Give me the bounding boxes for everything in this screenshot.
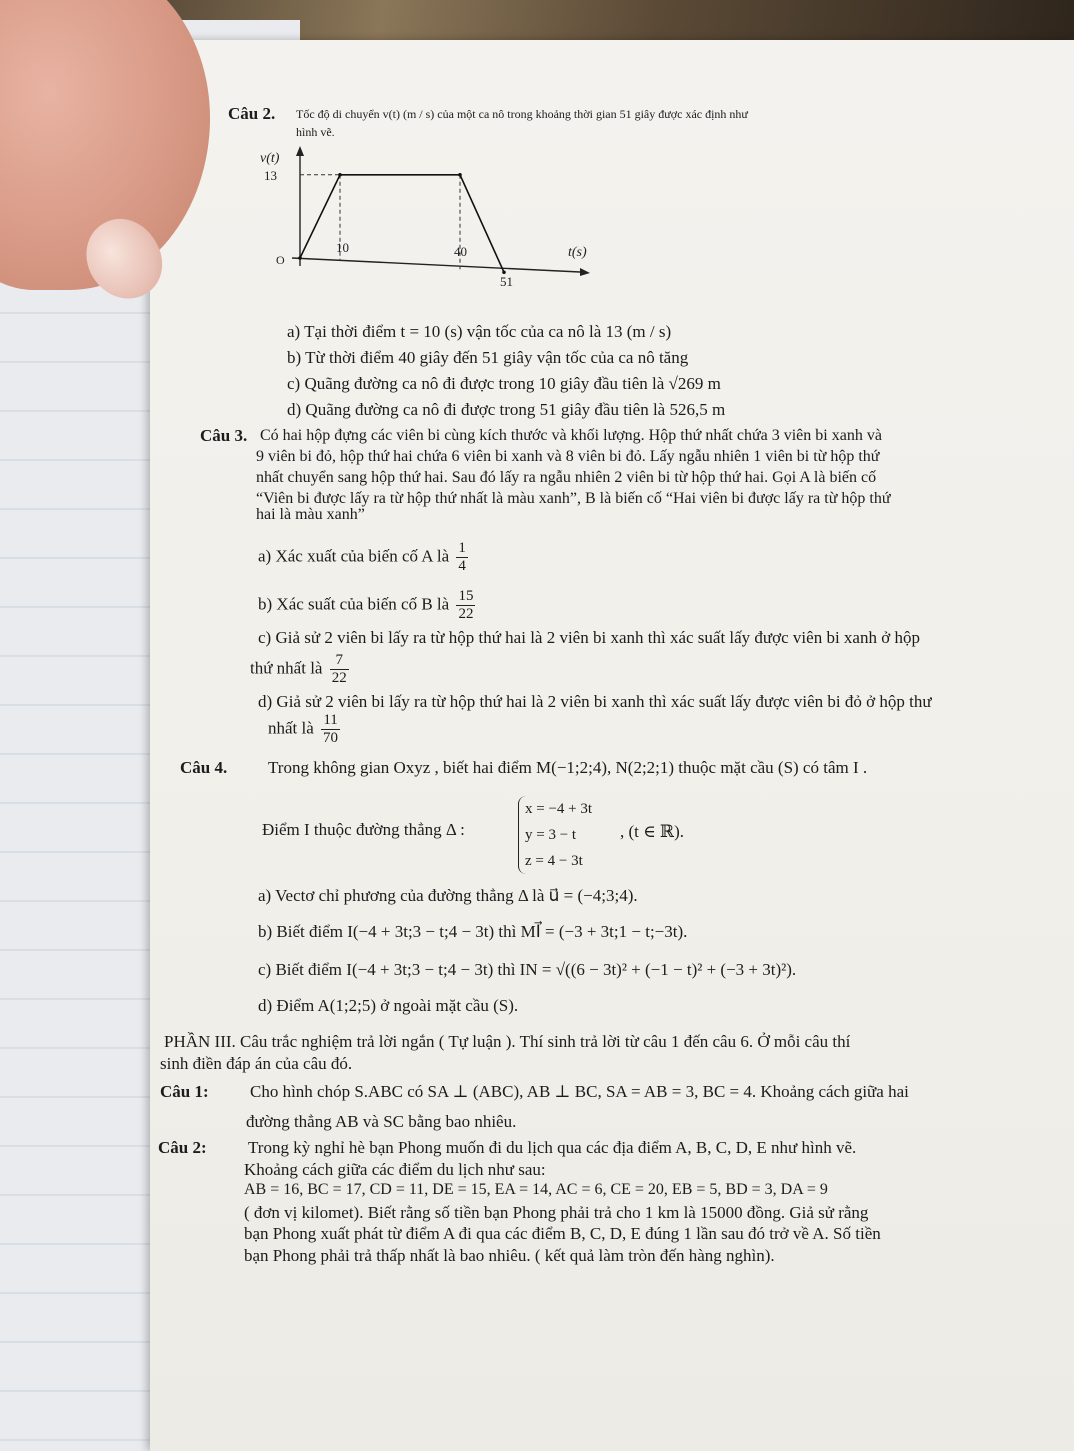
q4-label: Câu 4. [180, 758, 228, 777]
line-system-tail: , (t ∈ ℝ). [620, 822, 685, 841]
q3-label: Câu 3. [200, 426, 248, 445]
q3-statement-a: a) Xác xuất của biến cố A là $\frac{1}{4}$ [258, 540, 466, 574]
point-40 [458, 173, 462, 177]
q2-intro: Tốc độ di chuyển v(t) (m / s) của một ca nô trong khoảng thời gian 51 giây được xác định như [296, 107, 748, 121]
p3-q2-line4: ( đơn vị kilomet). Biết rằng số tiền bạn Phong phải trả cho 1 km là 15000 đồng. Giả sử rằng [244, 1203, 869, 1222]
part3-heading2: sinh điền đáp án của câu đó. [160, 1054, 353, 1073]
q2-statement-b: b) Từ thời điểm 40 giây đến 51 giây vận tốc của ca nô tăng [287, 348, 689, 367]
point-0 [298, 256, 302, 260]
q2-statement-a: a) Tại thời điểm t = 10 (s) vận tốc của ca nô là 13 (m / s) [287, 322, 672, 341]
fraction-c: $\frac{7}{22}$ [331, 652, 347, 686]
p3-q2-line1: Trong kỳ nghỉ hè bạn Phong muốn đi du lịch qua các địa điểm A, B, C, D, E như hình vẽ. [248, 1138, 857, 1157]
chart-marks [298, 173, 506, 274]
q4-line1: Trong không gian Oxyz , biết hai điểm M(−1;2;4), N(2;2;1) thuộc mặt cầu (S) có tâm I . [268, 758, 868, 777]
p3-q1-label: Câu 1: [160, 1082, 209, 1101]
x-axis [292, 258, 580, 272]
velocity-chart [250, 140, 630, 315]
p3-q2-line6: bạn Phong phải trả thấp nhất là bao nhiêu. ( kết quả làm tròn đến hàng nghìn). [244, 1246, 775, 1265]
p3-q1-line1: Cho hình chóp S.ABC có SA ⊥ (ABC), AB ⊥ BC, SA = AB = 3, BC = 4. Khoảng cách giữa hai [250, 1082, 909, 1101]
q4-statement-d: d) Điểm A(1;2;5) ở ngoài mặt cầu (S). [258, 996, 519, 1015]
p3-q2-line2: Khoảng cách giữa các điểm du lịch như sau: [244, 1160, 546, 1179]
q4-statement-c: c) Biết điểm I(−4 + 3t;3 − t;4 − 3t) thì IN = √((6 − 3t)² + (−1 − t)² + (−3 + 3t)²). [258, 960, 797, 979]
point-10 [338, 173, 342, 177]
q3-statement-d2: nhất là $\frac{11}{70}$ [268, 712, 339, 746]
q3-line1: Có hai hộp đựng các viên bi cùng kích thước và khối lượng. Hộp thứ nhất chứa 3 viên bi xanh và [260, 427, 882, 444]
p3-q2-line5: bạn Phong xuất phát từ điểm A đi qua các điểm B, C, D, E đúng 1 lần sau đó trở về A. Số tiền [244, 1224, 881, 1243]
origin-label: O [276, 253, 285, 267]
q2-label: Câu 2. [228, 104, 276, 123]
y-axis-arrow [296, 146, 304, 156]
q4-statement-b: b) Biết điểm I(−4 + 3t;3 − t;4 − 3t) thì MI⃗ = (−3 + 3t;1 − t;−3t). [258, 922, 688, 941]
q3-line4: “Viên bi được lấy ra từ hộp thứ nhất là màu xanh”, B là biến cố “Hai viên bi được lấy ra từ hộp thứ [256, 490, 891, 507]
p3-q1-line2: đường thẳng AB và SC bằng bao nhiêu. [246, 1112, 517, 1131]
q3-line5: hai là màu xanh” [256, 506, 365, 523]
x-tick-51: 51 [500, 274, 513, 289]
chart-axes [292, 146, 590, 276]
q2-intro-tail: hình vẽ. [296, 125, 335, 139]
x-label: t(s) [568, 245, 587, 260]
q2-statement-d: d) Quãng đường ca nô đi được trong 51 giây đầu tiên là 526,5 m [287, 400, 726, 419]
x-tick-40: 40 [454, 244, 467, 259]
q3-statement-b: b) Xác suất của biến cố B là $\frac{15}{22}$ [258, 588, 474, 622]
q4-statement-a: a) Vectơ chỉ phương của đường thẳng Δ là u⃗ = (−4;3;4). [258, 886, 638, 905]
q2-statement-c: c) Quãng đường ca nô đi được trong 10 giây đầu tiên là √269 m [287, 374, 721, 393]
q3-line3: nhất chuyển sang hộp thứ hai. Sau đó lấy ra ngẫu nhiên 2 viên bi từ hộp thứ hai. Gọi A là biến cố [256, 469, 877, 486]
q3-statement-d: d) Giả sử 2 viên bi lấy ra từ hộp thứ hai là 2 viên bi xanh thì xác suất lấy được viên bi đỏ ở hộp thư [258, 692, 932, 711]
x-tick-10: 10 [336, 240, 349, 255]
y-label: v(t) [260, 151, 280, 166]
chart-labels [260, 151, 587, 289]
q4-line2: Điểm I thuộc đường thẳng Δ : [262, 820, 465, 839]
q3-line2: 9 viên bi đỏ, hộp thứ hai chứa 6 viên bi xanh và 8 viên bi đỏ. Lấy ngẫu nhiên 1 viên bi từ hộp thứ [256, 448, 880, 465]
fraction-a: $\frac{1}{4}$ [458, 540, 466, 574]
fraction-d: $\frac{11}{70}$ [323, 712, 339, 746]
q3-statement-c: c) Giả sử 2 viên bi lấy ra từ hộp thứ hai là 2 viên bi xanh thì xác suất lấy được viên bi xanh ở hộp [258, 628, 920, 647]
fraction-b: $\frac{15}{22}$ [458, 588, 474, 622]
p3-q2-label: Câu 2: [158, 1138, 207, 1157]
q3-statement-c2: thứ nhất là $\frac{7}{22}$ [250, 652, 347, 686]
p3-q2-line3: AB = 16, BC = 17, CD = 11, DE = 15, EA = 14, AC = 6, CE = 20, EB = 5, BD = 3, DA = 9 [244, 1181, 828, 1198]
velocity-line [300, 175, 504, 272]
line-system: x = −4 + 3t y = 3 − t z = 4 − 3t [518, 796, 592, 874]
y-tick-13: 13 [264, 167, 277, 183]
x-axis-arrow [580, 268, 590, 276]
part3-heading: PHẦN III. Câu trắc nghiệm trả lời ngắn ( Tự luận ). Thí sinh trả lời từ câu 1 đến câu 6. Ở mỗi câu thí [164, 1032, 851, 1051]
